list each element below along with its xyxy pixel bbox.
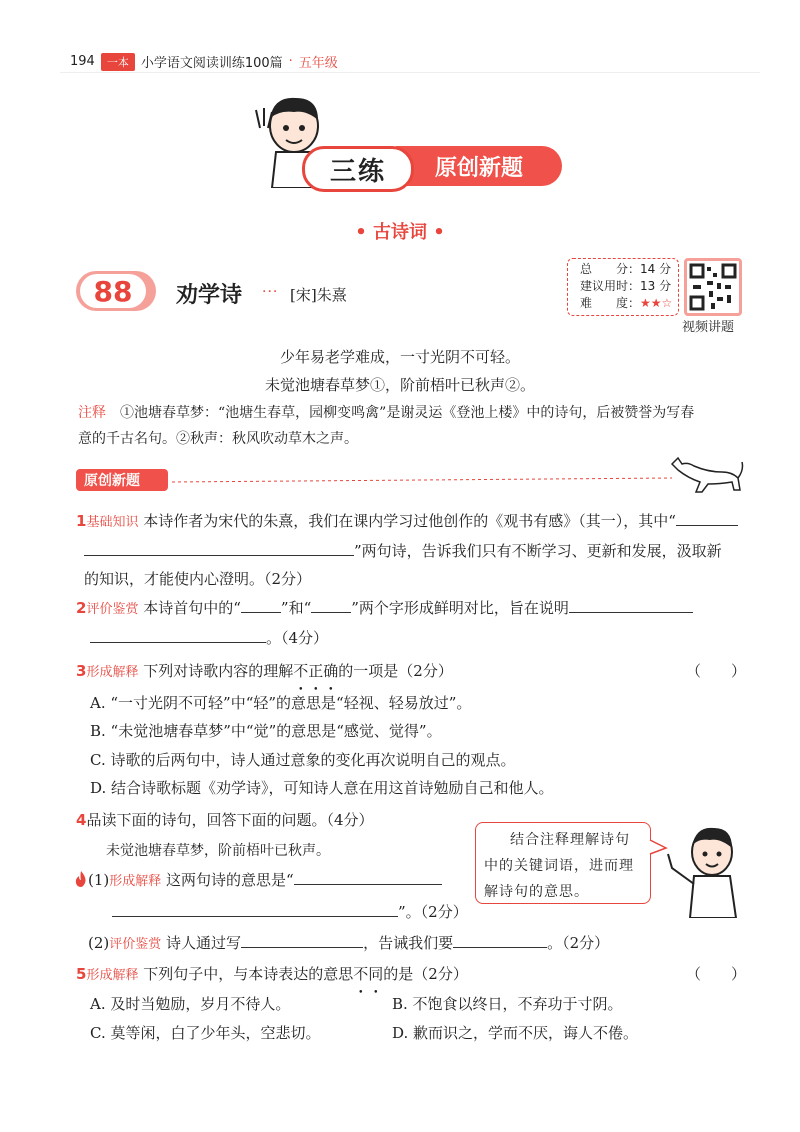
score-info-box — [567, 258, 679, 316]
question-number: 5 — [76, 965, 87, 983]
question-4-1 — [88, 866, 488, 896]
flame-icon — [74, 870, 88, 888]
answer-blank[interactable] — [569, 594, 693, 613]
answer-blank[interactable] — [90, 624, 266, 643]
question-tag: 形成解释 — [86, 665, 139, 680]
question-number: 2 — [76, 599, 87, 617]
mascot-boy-pointing — [664, 818, 750, 918]
question-text: 诗人通过写 — [166, 934, 242, 952]
annotation-label: 注释 — [78, 405, 106, 421]
question-tag: 基础知识 — [86, 515, 139, 530]
option-d[interactable]: D. 歉而识之，学而不厌，诲人不倦。 — [392, 1024, 639, 1042]
sub-number: (2) — [88, 934, 110, 952]
question-text: 的是（2分） — [383, 965, 468, 983]
poem-line-2: 未觉池塘春草梦①，阶前梧叶已秋声②。 — [264, 376, 535, 394]
category-heading: • 古诗词 • — [355, 222, 445, 243]
question-text: 。（4分） — [266, 629, 329, 647]
section-divider — [172, 472, 672, 486]
tip-line: 结合注释理解诗句 — [510, 832, 630, 848]
book-title: 小学语文阅读训练100篇 — [140, 56, 283, 71]
question-text: ”两个字形成鲜明对比，旨在说明 — [351, 599, 569, 617]
question-text: 这两句诗的意思是“ — [166, 871, 294, 889]
difficulty-stars: ★★☆ — [640, 296, 673, 310]
suggested-time: 建议用时：13 分 — [580, 279, 672, 293]
tip-bubble — [475, 822, 651, 904]
question-text: 的知识，才能使内心澄明。（2分） — [84, 570, 312, 588]
question-tag: 形成解释 — [86, 968, 139, 983]
question-text: 下列句子中，与本诗表达的意思 — [143, 965, 354, 983]
poem-title: 劝学诗 — [176, 283, 243, 308]
quoted-lines: 未觉池塘春草梦，阶前梧叶已秋声。 — [106, 843, 330, 859]
question-text: ”和“ — [280, 599, 312, 617]
title-dots: ··· — [262, 284, 279, 300]
emphasis-char: 不 — [293, 662, 309, 680]
grade-label: 五年级 — [298, 56, 338, 71]
emphasis-char: 正 — [308, 662, 324, 680]
question-5 — [76, 960, 747, 990]
answer-blank[interactable] — [112, 898, 398, 917]
answer-blank[interactable] — [676, 507, 738, 526]
poem-author: [宋]朱熹 — [290, 286, 347, 304]
question-number: 4 — [76, 811, 87, 829]
question-tag: 评价鉴赏 — [86, 602, 139, 617]
question-2 — [76, 594, 744, 652]
answer-parentheses[interactable]: （ ） — [686, 662, 747, 680]
question-text: ”两句诗，告诉我们只有不断学习、更新和发展，汲取新 — [354, 542, 722, 560]
emphasis-char: 不 — [353, 965, 369, 983]
tip-line: 解诗句的意思。 — [484, 884, 589, 900]
sub-number: (1) — [88, 871, 110, 889]
question-text: ”。（2分） — [398, 903, 468, 921]
answer-blank[interactable] — [241, 594, 281, 613]
emphasis-char: 确 — [323, 662, 339, 680]
answer-parentheses[interactable]: （ ） — [686, 965, 747, 983]
page-header — [70, 52, 338, 71]
difficulty — [580, 295, 678, 312]
annotation — [78, 400, 746, 452]
question-text: 本诗作者为宋代的朱熹，我们在课内学习过他创作的《观书有感》（其一），其中“ — [143, 512, 676, 530]
question-text: 本诗首句中的“ — [143, 599, 241, 617]
header-divider — [60, 72, 760, 73]
separator-dot: · — [288, 54, 293, 69]
question-number: 1 — [76, 512, 87, 530]
question-tag: 形成解释 — [109, 874, 162, 889]
qr-code-icon[interactable] — [684, 258, 742, 316]
question-4-2 — [88, 929, 748, 959]
option-a[interactable]: A. 及时当勉励，岁月不待人。 — [90, 995, 291, 1013]
section-tag: 原创新题 — [76, 469, 168, 491]
difficulty-label: 难 度： — [580, 296, 641, 310]
question-number: 3 — [76, 662, 87, 680]
question-4-1-cont — [112, 898, 512, 926]
brand-logo: 一本 — [101, 53, 135, 71]
answer-blank[interactable] — [294, 866, 442, 885]
question-text: 下列对诗歌内容的理解 — [143, 662, 294, 680]
answer-blank[interactable] — [84, 537, 354, 556]
question-text: 的一项是（2分） — [338, 662, 453, 680]
question-3 — [76, 657, 747, 687]
option-b[interactable]: B. 不饱食以终日，不弃功于寸阴。 — [392, 995, 623, 1013]
answer-blank[interactable] — [311, 594, 351, 613]
answer-blank[interactable] — [453, 929, 547, 948]
annotation-text-1: ①池塘春草梦：“池塘生春草，园柳变鸣禽”是谢灵运《登池上楼》中的诗句，后被赞誉为写春 — [120, 405, 695, 421]
qr-caption: 视频讲题 — [682, 320, 735, 335]
poem-line-1: 少年易老学难成，一寸光阴不可轻。 — [279, 348, 520, 366]
total-score: 总 分：14 分 — [580, 262, 672, 276]
banner-subtitle: 原创新题 — [396, 146, 562, 186]
banner-title: 三练 — [302, 146, 414, 192]
page-number: 194 — [70, 54, 95, 69]
annotation-text-2: 意的千古名句。②秋声：秋风吹动草木之声。 — [78, 431, 358, 447]
option-d[interactable]: D. 结合诗歌标题《劝学诗》，可知诗人意在用这首诗勉励自己和他人。 — [90, 779, 554, 797]
tip-line: 中的关键词语，进而理 — [484, 858, 634, 874]
question-text: ，告诫我们要 — [363, 934, 454, 952]
option-a[interactable]: A. “一寸光阴不可轻”中“轻”的意思是“轻视、轻易放过”。 — [90, 694, 472, 712]
question-text: 品读下面的诗句，回答下面的问题。（4分） — [86, 811, 374, 829]
lesson-number: 88 — [80, 274, 146, 308]
option-c[interactable]: C. 莫等闲，白了少年头，空悲切。 — [90, 1024, 321, 1042]
question-tag: 评价鉴赏 — [109, 937, 162, 952]
option-b[interactable]: B. “未觉池塘春草梦”中“觉”的意思是“感觉、觉得”。 — [90, 722, 442, 740]
option-c[interactable]: C. 诗歌的后两句中，诗人通过意象的变化再次说明自己的观点。 — [90, 751, 516, 769]
question-1 — [76, 507, 744, 593]
answer-blank[interactable] — [241, 929, 363, 948]
cat-icon — [668, 456, 744, 496]
emphasis-char: 同 — [368, 965, 384, 983]
question-text: 。（2分） — [547, 934, 610, 952]
